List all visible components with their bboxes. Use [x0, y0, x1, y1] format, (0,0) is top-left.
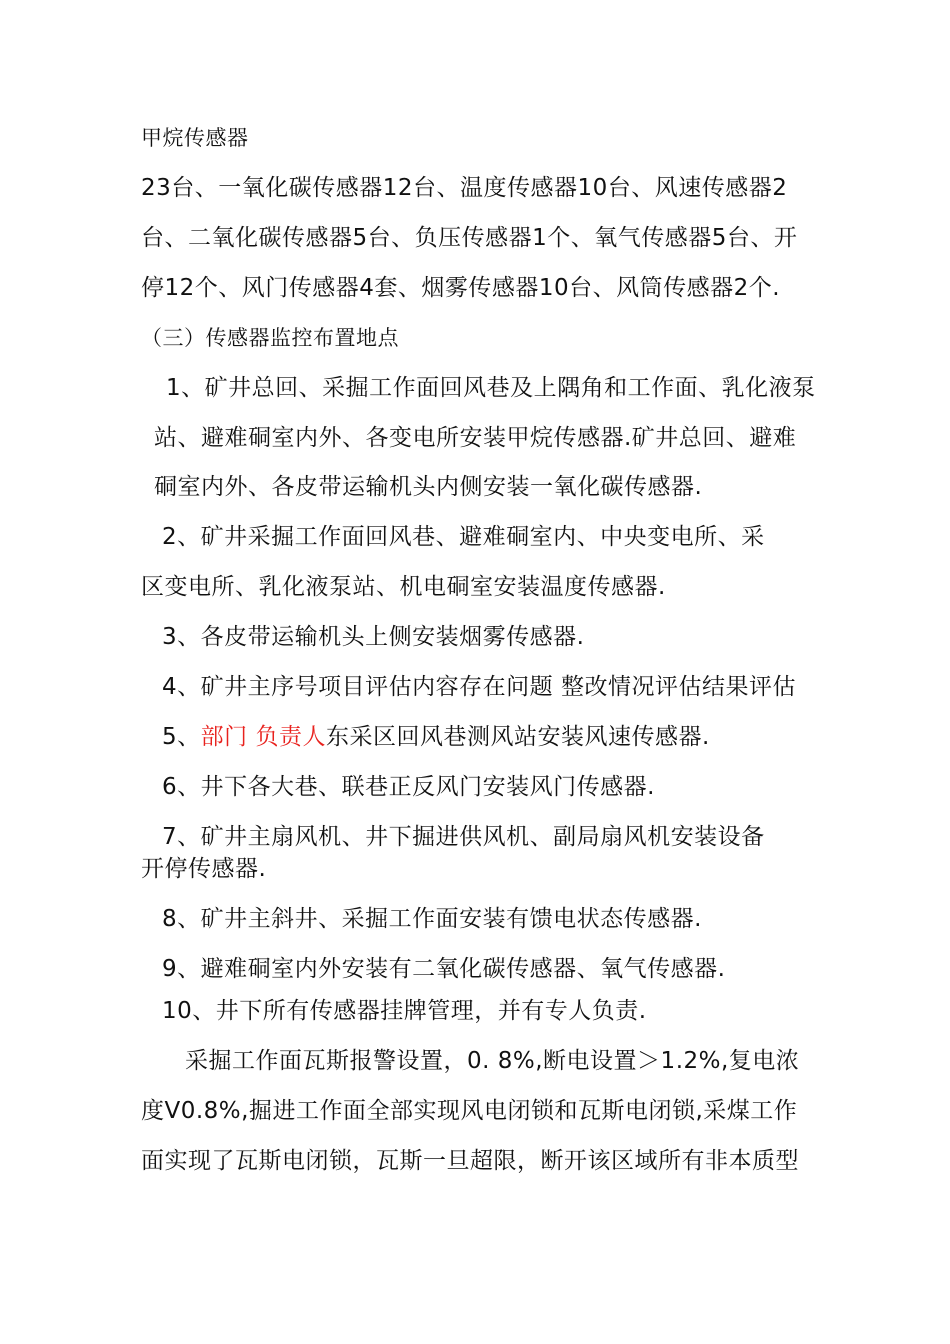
item-3: 3、各皮带运输机头上侧安装烟雾传感器.: [162, 624, 585, 650]
item-9: 9、避难硐室内外安装有二氧化碳传感器、氧气传感器.: [162, 956, 726, 982]
item-7-line-2: 开停传感器.: [141, 856, 267, 882]
section-title: （三）传感器监控布置地点: [141, 326, 399, 350]
item-5-text: 东采区回风巷测风站安装风速传感器.: [325, 724, 710, 750]
item-1-line-2: 站、避难硐室内外、各变电所安装甲烷传感器.矿井总回、避难: [154, 425, 797, 451]
para1-line-1: 23台、一氧化碳传感器12台、温度传感器10台、风速传感器2: [141, 175, 788, 201]
item-10: 10、井下所有传感器挂牌管理，并有专人负责.: [162, 998, 647, 1024]
item-5-red-text: 部门 负责人: [200, 724, 326, 750]
item-2-line-1: 2、矿井采掘工作面回风巷、避难硐室内、中央变电所、采: [162, 524, 765, 550]
item-2-line-2: 区变电所、乳化液泵站、机电硐室安装温度传感器.: [141, 574, 666, 600]
para2-line-1: 采掘工作面瓦斯报警设置，0. 8%,断电设置＞1.2%,复电浓: [185, 1048, 800, 1074]
item-1-line-3: 硐室内外、各皮带运输机头内侧安装一氧化碳传感器.: [154, 474, 703, 500]
para1-line-2: 台、二氧化碳传感器5台、负压传感器1个、氧气传感器5台、开: [141, 225, 798, 251]
item-6: 6、井下各大巷、联巷正反风门安装风门传感器.: [162, 774, 655, 800]
para2-line-3: 面实现了瓦斯电闭锁，瓦斯一旦超限，断开该区域所有非本质型: [141, 1148, 799, 1174]
para2-line-2: 度V0.8%,掘进工作面全部实现风电闭锁和瓦斯电闭锁,采煤工作: [141, 1098, 798, 1124]
item-5-number: 5、: [162, 724, 201, 750]
item-8: 8、矿井主斜井、采掘工作面安装有馈电状态传感器.: [162, 906, 702, 932]
item-7-line-1: 7、矿井主扇风机、井下掘进供风机、副局扇风机安装设备: [162, 824, 765, 850]
heading-methane-sensor: 甲烷传感器: [141, 126, 249, 150]
item-4: 4、矿井主序号项目评估内容存在问题 整改情况评估结果评估: [162, 674, 796, 700]
item-5: [162, 722, 710, 752]
item-1-line-1: 1、矿井总回、采掘工作面回风巷及上隅角和工作面、乳化液泵: [166, 375, 816, 401]
para1-line-3: 停12个、风门传感器4套、烟雾传感器10台、风筒传感器2个.: [141, 275, 781, 301]
